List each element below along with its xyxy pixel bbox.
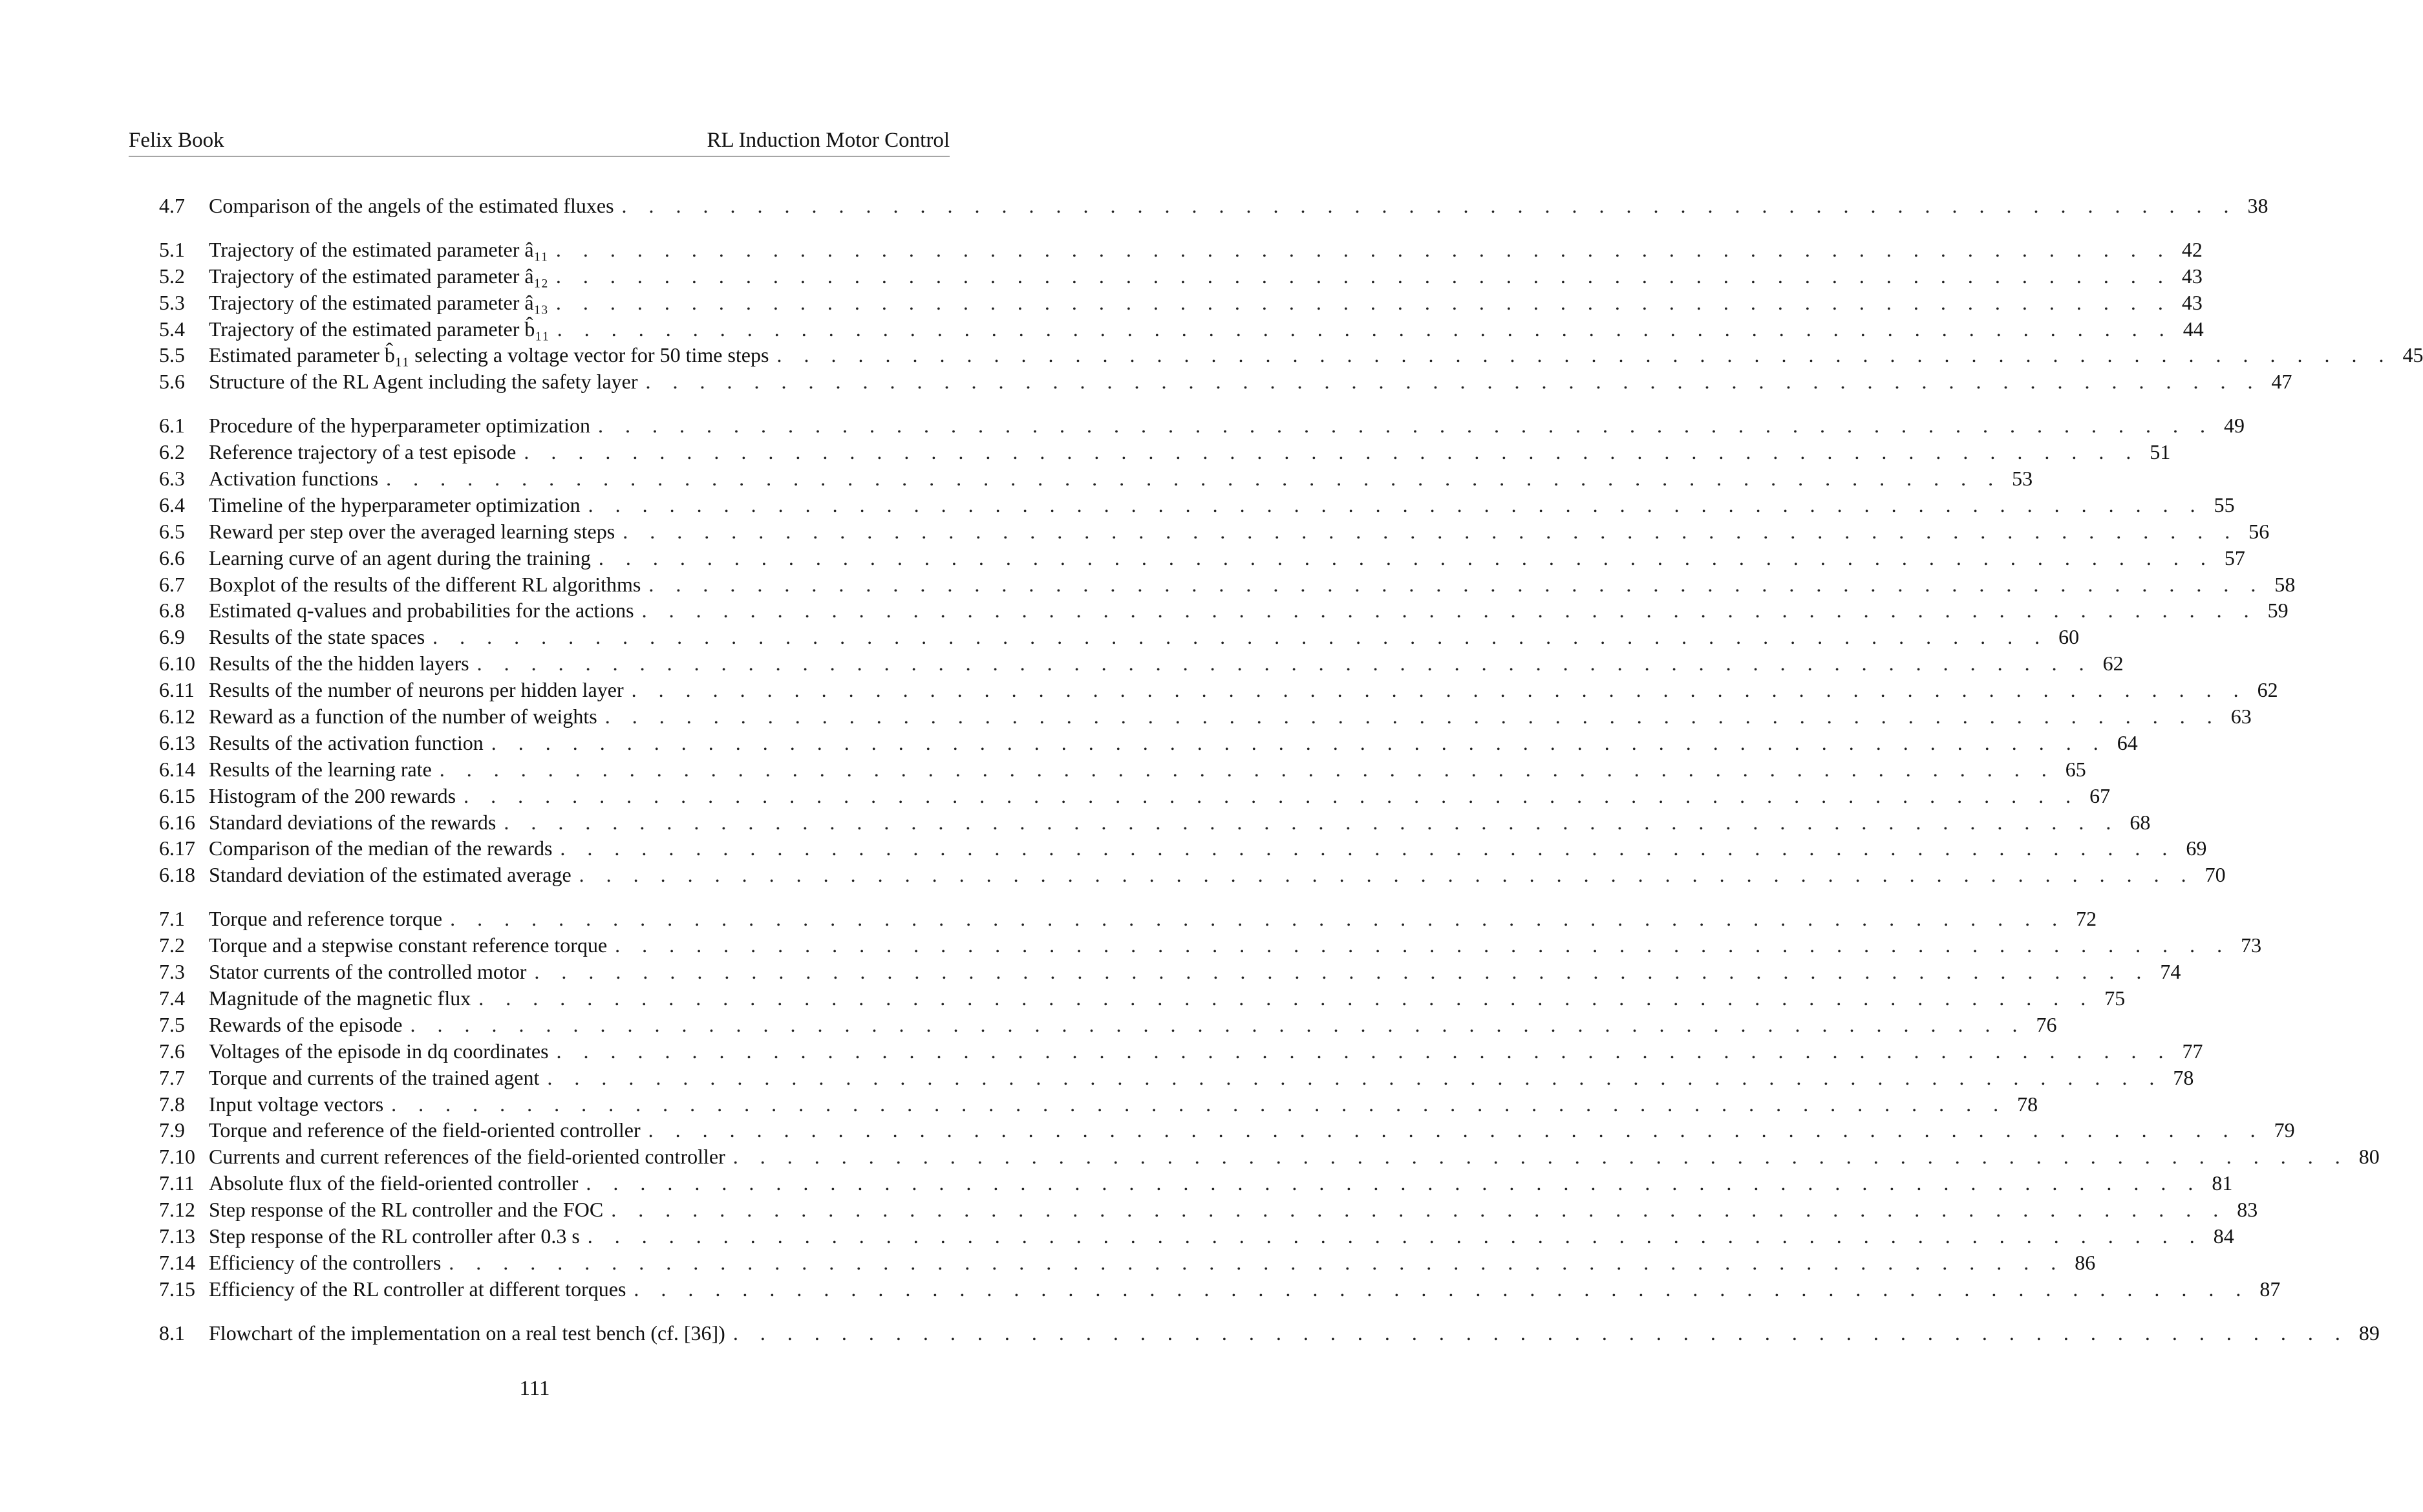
dot-leader: . . . . . . . . . . . . . . . . . . . . . . . . . . . . . . . . . . . . . . . . . . . . . . . . . . . . . . . . . . . . <box>439 757 2055 781</box>
figure-number: 6.12 <box>159 705 195 729</box>
figure-entry[interactable] <box>159 492 2235 518</box>
figure-title: Reference trajectory of a test episode <box>209 440 517 464</box>
dot-leader: . . . . . . . . . . . . . . . . . . . . . . . . . . . . . . . . . . . . . . . . . . . . . . . . . . . . . . . . . . . . <box>588 493 2204 516</box>
figure-page-number: 43 <box>2181 264 2203 288</box>
figure-entry[interactable] <box>159 783 2111 809</box>
figure-number: 6.11 <box>159 678 195 702</box>
dot-leader: . . . . . . . . . . . . . . . . . . . . . . . . . . . . . . . . . . . . . . . . . . . . . . . . . . . . . . . . . . . . <box>504 810 2120 834</box>
figure-title: Efficiency of the controllers <box>209 1250 442 1274</box>
figure-title: Learning curve of an agent during the training <box>209 546 591 570</box>
dot-leader: . . . . . . . . . . . . . . . . . . . . . . . . . . . . . . . . . . . . . . . . . . . . . . . . . . . . . . . . . . . . <box>611 1198 2227 1222</box>
dot-leader: . . . . . . . . . . . . . . . . . . . . . . . . . . . . . . . . . . . . . . . . . . . . . . . . . . . . . . . . . . . . <box>386 467 2002 491</box>
figure-number: 6.9 <box>159 625 185 649</box>
dot-leader: . . . . . . . . . . . . . . . . . . . . . . . . . . . . . . . . . . . . . . . . . . . . . . . . . . . . . . . . . . . . <box>491 730 2107 754</box>
figure-title: Results of the number of neurons per hidden layer <box>209 678 624 702</box>
figure-page-number: 57 <box>2224 546 2245 570</box>
figure-entry[interactable] <box>159 650 2124 677</box>
figure-number: 7.13 <box>159 1224 195 1248</box>
header-author: Felix Book <box>129 129 224 152</box>
dot-leader: . . . . . . . . . . . . . . . . . . . . . . . . . . . . . . . . . . . . . . . . . . . . . . . . . . . . . . . . . . . . <box>597 414 2214 438</box>
figure-entry[interactable] <box>159 1320 2380 1347</box>
figure-entry[interactable] <box>159 959 2181 985</box>
figure-title: Efficiency of the RL controller at different torques <box>209 1277 626 1301</box>
dot-leader: . . . . . . . . . . . . . . . . . . . . . . . . . . . . . . . . . . . . . . . . . . . . . . . . . . . . . . . . . . . . <box>560 836 2176 860</box>
dot-leader: . . . . . . . . . . . . . . . . . . . . . . . . . . . . . . . . . . . . . . . . . . . . . . . . . . . . . . . . . . . . <box>579 863 2195 887</box>
dot-leader: . . . . . . . . . . . . . . . . . . . . . . . . . . . . . . . . . . . . . . . . . . . . . . . . . . . . . . . . . . . . <box>391 1092 2007 1116</box>
figure-number: 5.5 <box>159 343 185 367</box>
figure-number: 4.7 <box>159 194 185 217</box>
figure-group <box>159 1320 2380 1347</box>
figure-title: Torque and reference torque <box>209 907 443 931</box>
dot-leader: . . . . . . . . . . . . . . . . . . . . . . . . . . . . . . . . . . . . . . . . . . . . . . . . . . . . . . . . . . . . <box>547 1065 2163 1089</box>
figure-number: 6.4 <box>159 493 185 516</box>
dot-leader: . . . . . . . . . . . . . . . . . . . . . . . . . . . . . . . . . . . . . . . . . . . . . . . . . . . . . . . . . . . . <box>555 290 2172 314</box>
figure-entry[interactable] <box>159 571 2296 598</box>
figure-entry[interactable] <box>159 703 2252 730</box>
running-header <box>129 127 950 155</box>
figure-entry[interactable] <box>159 1144 2380 1170</box>
figure-page-number: 78 <box>2173 1065 2194 1089</box>
figure-title: Boxplot of the results of the different RL algorithms <box>209 572 641 596</box>
dot-leader: . . . . . . . . . . . . . . . . . . . . . . . . . . . . . . . . . . . . . . . . . . . . . . . . . . . . . . . . . . . . <box>598 546 2214 570</box>
figure-entry[interactable] <box>159 368 2292 395</box>
figure-page-number: 86 <box>2075 1250 2096 1274</box>
figure-page-number: 43 <box>2181 290 2203 314</box>
figure-page-number: 63 <box>2230 705 2252 729</box>
figure-number: 6.16 <box>159 810 195 834</box>
figure-number: 6.3 <box>159 467 185 491</box>
figure-page-number: 87 <box>2259 1277 2281 1301</box>
figure-page-number: 58 <box>2274 572 2296 596</box>
figure-number: 6.5 <box>159 519 185 543</box>
figure-number: 6.17 <box>159 836 195 860</box>
figure-page-number: 68 <box>2129 810 2151 834</box>
figure-number: 7.3 <box>159 960 185 984</box>
figure-page-number: 38 <box>2247 194 2268 217</box>
figure-number: 6.7 <box>159 572 185 596</box>
figure-entry[interactable] <box>159 835 2207 862</box>
dot-leader: . . . . . . . . . . . . . . . . . . . . . . . . . . . . . . . . . . . . . . . . . . . . . . . . . . . . . . . . . . . . <box>464 783 2080 807</box>
figure-title: Comparison of the angels of the estimated fluxes <box>209 194 614 217</box>
dot-leader: . . . . . . . . . . . . . . . . . . . . . . . . . . . . . . . . . . . . . . . . . . . . . . . . . . . . . . . . . . . . <box>476 652 2093 676</box>
dot-leader: . . . . . . . . . . . . . . . . . . . . . . . . . . . . . . . . . . . . . . . . . . . . . . . . . . . . . . . . . . . . <box>534 960 2150 984</box>
figure-entry[interactable] <box>159 730 2138 756</box>
figure-title: Torque and reference of the field-oriented controller <box>209 1118 641 1142</box>
figure-number: 7.14 <box>159 1250 195 1274</box>
figure-entry[interactable] <box>159 756 2086 783</box>
figure-title: Trajectory of the estimated parameter b̂₁₁ <box>209 317 550 341</box>
figure-entry[interactable] <box>159 290 2203 316</box>
dot-leader: . . . . . . . . . . . . . . . . . . . . . . . . . . . . . . . . . . . . . . . . . . . . . . . . . . . . . . . . . . . . <box>645 370 2261 394</box>
figure-page-number: 79 <box>2274 1118 2295 1142</box>
figure-entry[interactable] <box>159 545 2245 571</box>
figure-entry[interactable] <box>159 439 2171 465</box>
figure-number: 6.13 <box>159 730 195 754</box>
figure-entry[interactable] <box>159 412 2245 439</box>
figure-title: Step response of the RL controller after 0.3 s <box>209 1224 580 1248</box>
dot-leader: . . . . . . . . . . . . . . . . . . . . . . . . . . . . . . . . . . . . . . . . . . . . . . . . . . . . . . . . . . . . <box>478 986 2095 1010</box>
figure-title: Voltages of the episode in dq coordinates <box>209 1039 549 1063</box>
figure-entry[interactable] <box>159 263 2203 290</box>
figure-number: 5.2 <box>159 264 185 288</box>
dot-leader: . . . . . . . . . . . . . . . . . . . . . . . . . . . . . . . . . . . . . . . . . . . . . . . . . . . . . . . . . . . . <box>615 933 2231 957</box>
figure-number: 7.8 <box>159 1092 185 1116</box>
figure-title: Magnitude of the magnetic flux <box>209 986 471 1010</box>
figure-entry[interactable] <box>159 193 2268 219</box>
figure-page-number: 84 <box>2213 1224 2234 1248</box>
figure-page-number: 47 <box>2271 370 2292 394</box>
figure-number: 7.12 <box>159 1198 195 1222</box>
figure-page-number: 72 <box>2076 907 2097 931</box>
figure-number: 6.18 <box>159 863 195 887</box>
figure-number: 5.3 <box>159 290 185 314</box>
figure-number: 5.1 <box>159 237 185 261</box>
figure-entry[interactable] <box>159 1117 2295 1144</box>
figure-title: Standard deviations of the rewards <box>209 810 496 834</box>
figure-entry[interactable] <box>159 677 2278 703</box>
figure-title: Stator currents of the controlled motor <box>209 960 527 984</box>
figure-title: Results of the learning rate <box>209 757 432 781</box>
figure-entry[interactable] <box>159 1250 2096 1276</box>
figure-page-number: 89 <box>2358 1321 2380 1345</box>
figure-page-number: 64 <box>2117 730 2138 754</box>
dot-leader: . . . . . . . . . . . . . . . . . . . . . . . . . . . . . . . . . . . . . . . . . . . . . . . . . . . . . . . . . . . . <box>524 440 2140 464</box>
page-number: 111 <box>519 1377 550 1400</box>
figure-group <box>159 193 2268 219</box>
figure-entry[interactable] <box>159 465 2033 492</box>
dot-leader: . . . . . . . . . . . . . . . . . . . . . . . . . . . . . . . . . . . . . . . . . . . . . . . . . . . . . . . . . . . . <box>555 237 2172 261</box>
figure-page-number: 45 <box>2402 343 2423 367</box>
figure-page-number: 83 <box>2237 1198 2258 1222</box>
figure-title: Step response of the RL controller and the FOC <box>209 1198 604 1222</box>
dot-leader: . . . . . . . . . . . . . . . . . . . . . . . . . . . . . . . . . . . . . . . . . . . . . . . . . . . . . . . . . . . . <box>641 599 2258 623</box>
figure-page-number: 62 <box>2102 652 2124 676</box>
figure-number: 5.6 <box>159 370 185 394</box>
figure-page-number: 74 <box>2160 960 2181 984</box>
figure-page-number: 56 <box>2248 519 2270 543</box>
figure-number: 7.11 <box>159 1171 195 1195</box>
figure-number: 7.2 <box>159 933 185 957</box>
figure-page-number: 76 <box>2036 1012 2057 1036</box>
figure-entry[interactable] <box>159 1091 2038 1118</box>
figure-page-number: 42 <box>2181 237 2203 261</box>
figure-number: 7.4 <box>159 986 185 1010</box>
figure-entry[interactable] <box>159 1197 2258 1223</box>
dot-leader: . . . . . . . . . . . . . . . . . . . . . . . . . . . . . . . . . . . . . . . . . . . . . . . . . . . . . . . . . . . . <box>450 907 2066 931</box>
figure-page-number: 73 <box>2241 933 2262 957</box>
dot-leader: . . . . . . . . . . . . . . . . . . . . . . . . . . . . . . . . . . . . . . . . . . . . . . . . . . . . . . . . . . . . <box>634 1277 2250 1301</box>
figure-number: 7.15 <box>159 1277 195 1301</box>
figure-entry[interactable] <box>159 1223 2234 1250</box>
figure-group <box>159 412 2296 888</box>
figure-entry[interactable] <box>159 932 2262 959</box>
figure-title: Results of the activation function <box>209 730 484 754</box>
figure-title: Torque and currents of the trained agent <box>209 1065 540 1089</box>
figure-page-number: 59 <box>2267 599 2289 623</box>
figure-number: 7.6 <box>159 1039 185 1063</box>
dot-leader: . . . . . . . . . . . . . . . . . . . . . . . . . . . . . . . . . . . . . . . . . . . . . . . . . . . . . . . . . . . . <box>410 1012 2026 1036</box>
figure-page-number: 80 <box>2358 1145 2380 1169</box>
figure-title: Flowchart of the implementation on a real test bench (cf. [36]) <box>209 1321 725 1345</box>
figure-title: Standard deviation of the estimated average <box>209 863 571 887</box>
figure-title: Trajectory of the estimated parameter â₁₁ <box>209 237 548 261</box>
figure-page-number: 60 <box>2058 625 2080 649</box>
figure-group <box>159 906 2380 1302</box>
figure-page-number: 55 <box>2214 493 2235 516</box>
figure-title: Trajectory of the estimated parameter â₁₂ <box>209 264 548 288</box>
dot-leader: . . . . . . . . . . . . . . . . . . . . . . . . . . . . . . . . . . . . . . . . . . . . . . . . . . . . . . . . . . . . <box>621 194 2237 217</box>
figure-title: Histogram of the 200 rewards <box>209 783 456 807</box>
figure-page-number: 44 <box>2183 317 2204 341</box>
figure-page-number: 77 <box>2182 1039 2203 1063</box>
figure-entry[interactable] <box>159 342 2423 368</box>
figure-number: 7.9 <box>159 1118 185 1142</box>
figure-title: Timeline of the hyperparameter optimization <box>209 493 581 516</box>
figure-number: 7.7 <box>159 1065 185 1089</box>
figure-group <box>159 237 2423 395</box>
dot-leader: . . . . . . . . . . . . . . . . . . . . . . . . . . . . . . . . . . . . . . . . . . . . . . . . . . . . . . . . . . . . <box>587 1224 2203 1248</box>
figure-page-number: 51 <box>2150 440 2171 464</box>
figure-number: 7.10 <box>159 1145 195 1169</box>
figure-number: 8.1 <box>159 1321 185 1345</box>
figure-title: Reward per step over the averaged learning steps <box>209 519 615 543</box>
figure-entry[interactable] <box>159 316 2204 343</box>
figure-entry[interactable] <box>159 597 2289 624</box>
figure-title: Comparison of the median of the rewards <box>209 836 553 860</box>
figure-number: 7.1 <box>159 907 185 931</box>
dot-leader: . . . . . . . . . . . . . . . . . . . . . . . . . . . . . . . . . . . . . . . . . . . . . . . . . . . . . . . . . . . . <box>776 343 2393 367</box>
figure-title: Estimated parameter b̂₁₁ selecting a voltage vector for 50 time steps <box>209 343 769 367</box>
header-title: RL Induction Motor Control <box>707 129 950 152</box>
figure-entry[interactable] <box>159 985 2126 1012</box>
figure-number: 6.8 <box>159 599 185 623</box>
dot-leader: . . . . . . . . . . . . . . . . . . . . . . . . . . . . . . . . . . . . . . . . . . . . . . . . . . . . . . . . . . . . <box>557 317 2173 341</box>
figure-title: Torque and a stepwise constant reference torque <box>209 933 608 957</box>
figure-title: Procedure of the hyperparameter optimization <box>209 414 590 438</box>
figure-title: Results of the state spaces <box>209 625 425 649</box>
dot-leader: . . . . . . . . . . . . . . . . . . . . . . . . . . . . . . . . . . . . . . . . . . . . . . . . . . . . . . . . . . . . <box>648 1118 2264 1142</box>
figure-number: 6.6 <box>159 546 185 570</box>
figure-number: 7.5 <box>159 1012 185 1036</box>
figure-page-number: 65 <box>2065 757 2086 781</box>
figure-page-number: 69 <box>2186 836 2207 860</box>
dot-leader: . . . . . . . . . . . . . . . . . . . . . . . . . . . . . . . . . . . . . . . . . . . . . . . . . . . . . . . . . . . . <box>631 678 2247 702</box>
figure-number: 6.15 <box>159 783 195 807</box>
figure-title: Results of the the hidden layers <box>209 652 469 676</box>
figure-entry[interactable] <box>159 624 2080 650</box>
figure-number: 6.10 <box>159 652 195 676</box>
figure-page-number: 53 <box>2012 467 2033 491</box>
figure-entry[interactable] <box>159 237 2203 263</box>
figure-title: Input voltage vectors <box>209 1092 384 1116</box>
figure-entry[interactable] <box>159 1012 2057 1038</box>
figure-page-number: 62 <box>2257 678 2278 702</box>
dot-leader: . . . . . . . . . . . . . . . . . . . . . . . . . . . . . . . . . . . . . . . . . . . . . . . . . . . . . . . . . . . . <box>732 1321 2349 1345</box>
dot-leader: . . . . . . . . . . . . . . . . . . . . . . . . . . . . . . . . . . . . . . . . . . . . . . . . . . . . . . . . . . . . <box>732 1145 2349 1169</box>
figure-title: Absolute flux of the field-oriented controller <box>209 1171 579 1195</box>
figure-entry[interactable] <box>159 862 2226 888</box>
figure-entry[interactable] <box>159 1276 2281 1303</box>
figure-title: Trajectory of the estimated parameter â₁₃ <box>209 290 548 314</box>
figure-entry[interactable] <box>159 518 2270 545</box>
figure-title: Reward as a function of the number of weights <box>209 705 597 729</box>
figure-page-number: 49 <box>2223 414 2245 438</box>
figure-number: 6.14 <box>159 757 195 781</box>
figure-page-number: 81 <box>2212 1171 2233 1195</box>
figure-title: Estimated q-values and probabilities for the actions <box>209 599 634 623</box>
figure-page-number: 75 <box>2104 986 2126 1010</box>
figure-number: 5.4 <box>159 317 185 341</box>
figure-entry[interactable] <box>159 809 2151 836</box>
dot-leader: . . . . . . . . . . . . . . . . . . . . . . . . . . . . . . . . . . . . . . . . . . . . . . . . . . . . . . . . . . . . <box>586 1171 2202 1195</box>
figure-entry[interactable] <box>159 1038 2203 1065</box>
figure-title: Currents and current references of the field-oriented controller <box>209 1145 725 1169</box>
list-of-figures <box>159 193 2423 1364</box>
dot-leader: . . . . . . . . . . . . . . . . . . . . . . . . . . . . . . . . . . . . . . . . . . . . . . . . . . . . . . . . . . . . <box>556 1039 2172 1063</box>
figure-entry[interactable] <box>159 1065 2194 1091</box>
figure-page-number: 67 <box>2089 783 2111 807</box>
figure-page-number: 78 <box>2017 1092 2038 1116</box>
figure-number: 6.1 <box>159 414 185 438</box>
figure-entry[interactable] <box>159 1170 2233 1197</box>
dot-leader: . . . . . . . . . . . . . . . . . . . . . . . . . . . . . . . . . . . . . . . . . . . . . . . . . . . . . . . . . . . . <box>555 264 2172 288</box>
figure-number: 6.2 <box>159 440 185 464</box>
figure-page-number: 70 <box>2204 863 2226 887</box>
figure-entry[interactable] <box>159 906 2097 932</box>
dot-leader: . . . . . . . . . . . . . . . . . . . . . . . . . . . . . . . . . . . . . . . . . . . . . . . . . . . . . . . . . . . . <box>623 519 2239 543</box>
dot-leader: . . . . . . . . . . . . . . . . . . . . . . . . . . . . . . . . . . . . . . . . . . . . . . . . . . . . . . . . . . . . <box>604 705 2221 729</box>
dot-leader: . . . . . . . . . . . . . . . . . . . . . . . . . . . . . . . . . . . . . . . . . . . . . . . . . . . . . . . . . . . . <box>432 625 2049 649</box>
dot-leader: . . . . . . . . . . . . . . . . . . . . . . . . . . . . . . . . . . . . . . . . . . . . . . . . . . . . . . . . . . . . <box>449 1250 2065 1274</box>
figure-title: Rewards of the episode <box>209 1012 403 1036</box>
figure-title: Activation functions <box>209 467 379 491</box>
figure-title: Structure of the RL Agent including the safety layer <box>209 370 638 394</box>
dot-leader: . . . . . . . . . . . . . . . . . . . . . . . . . . . . . . . . . . . . . . . . . . . . . . . . . . . . . . . . . . . . <box>648 572 2265 596</box>
